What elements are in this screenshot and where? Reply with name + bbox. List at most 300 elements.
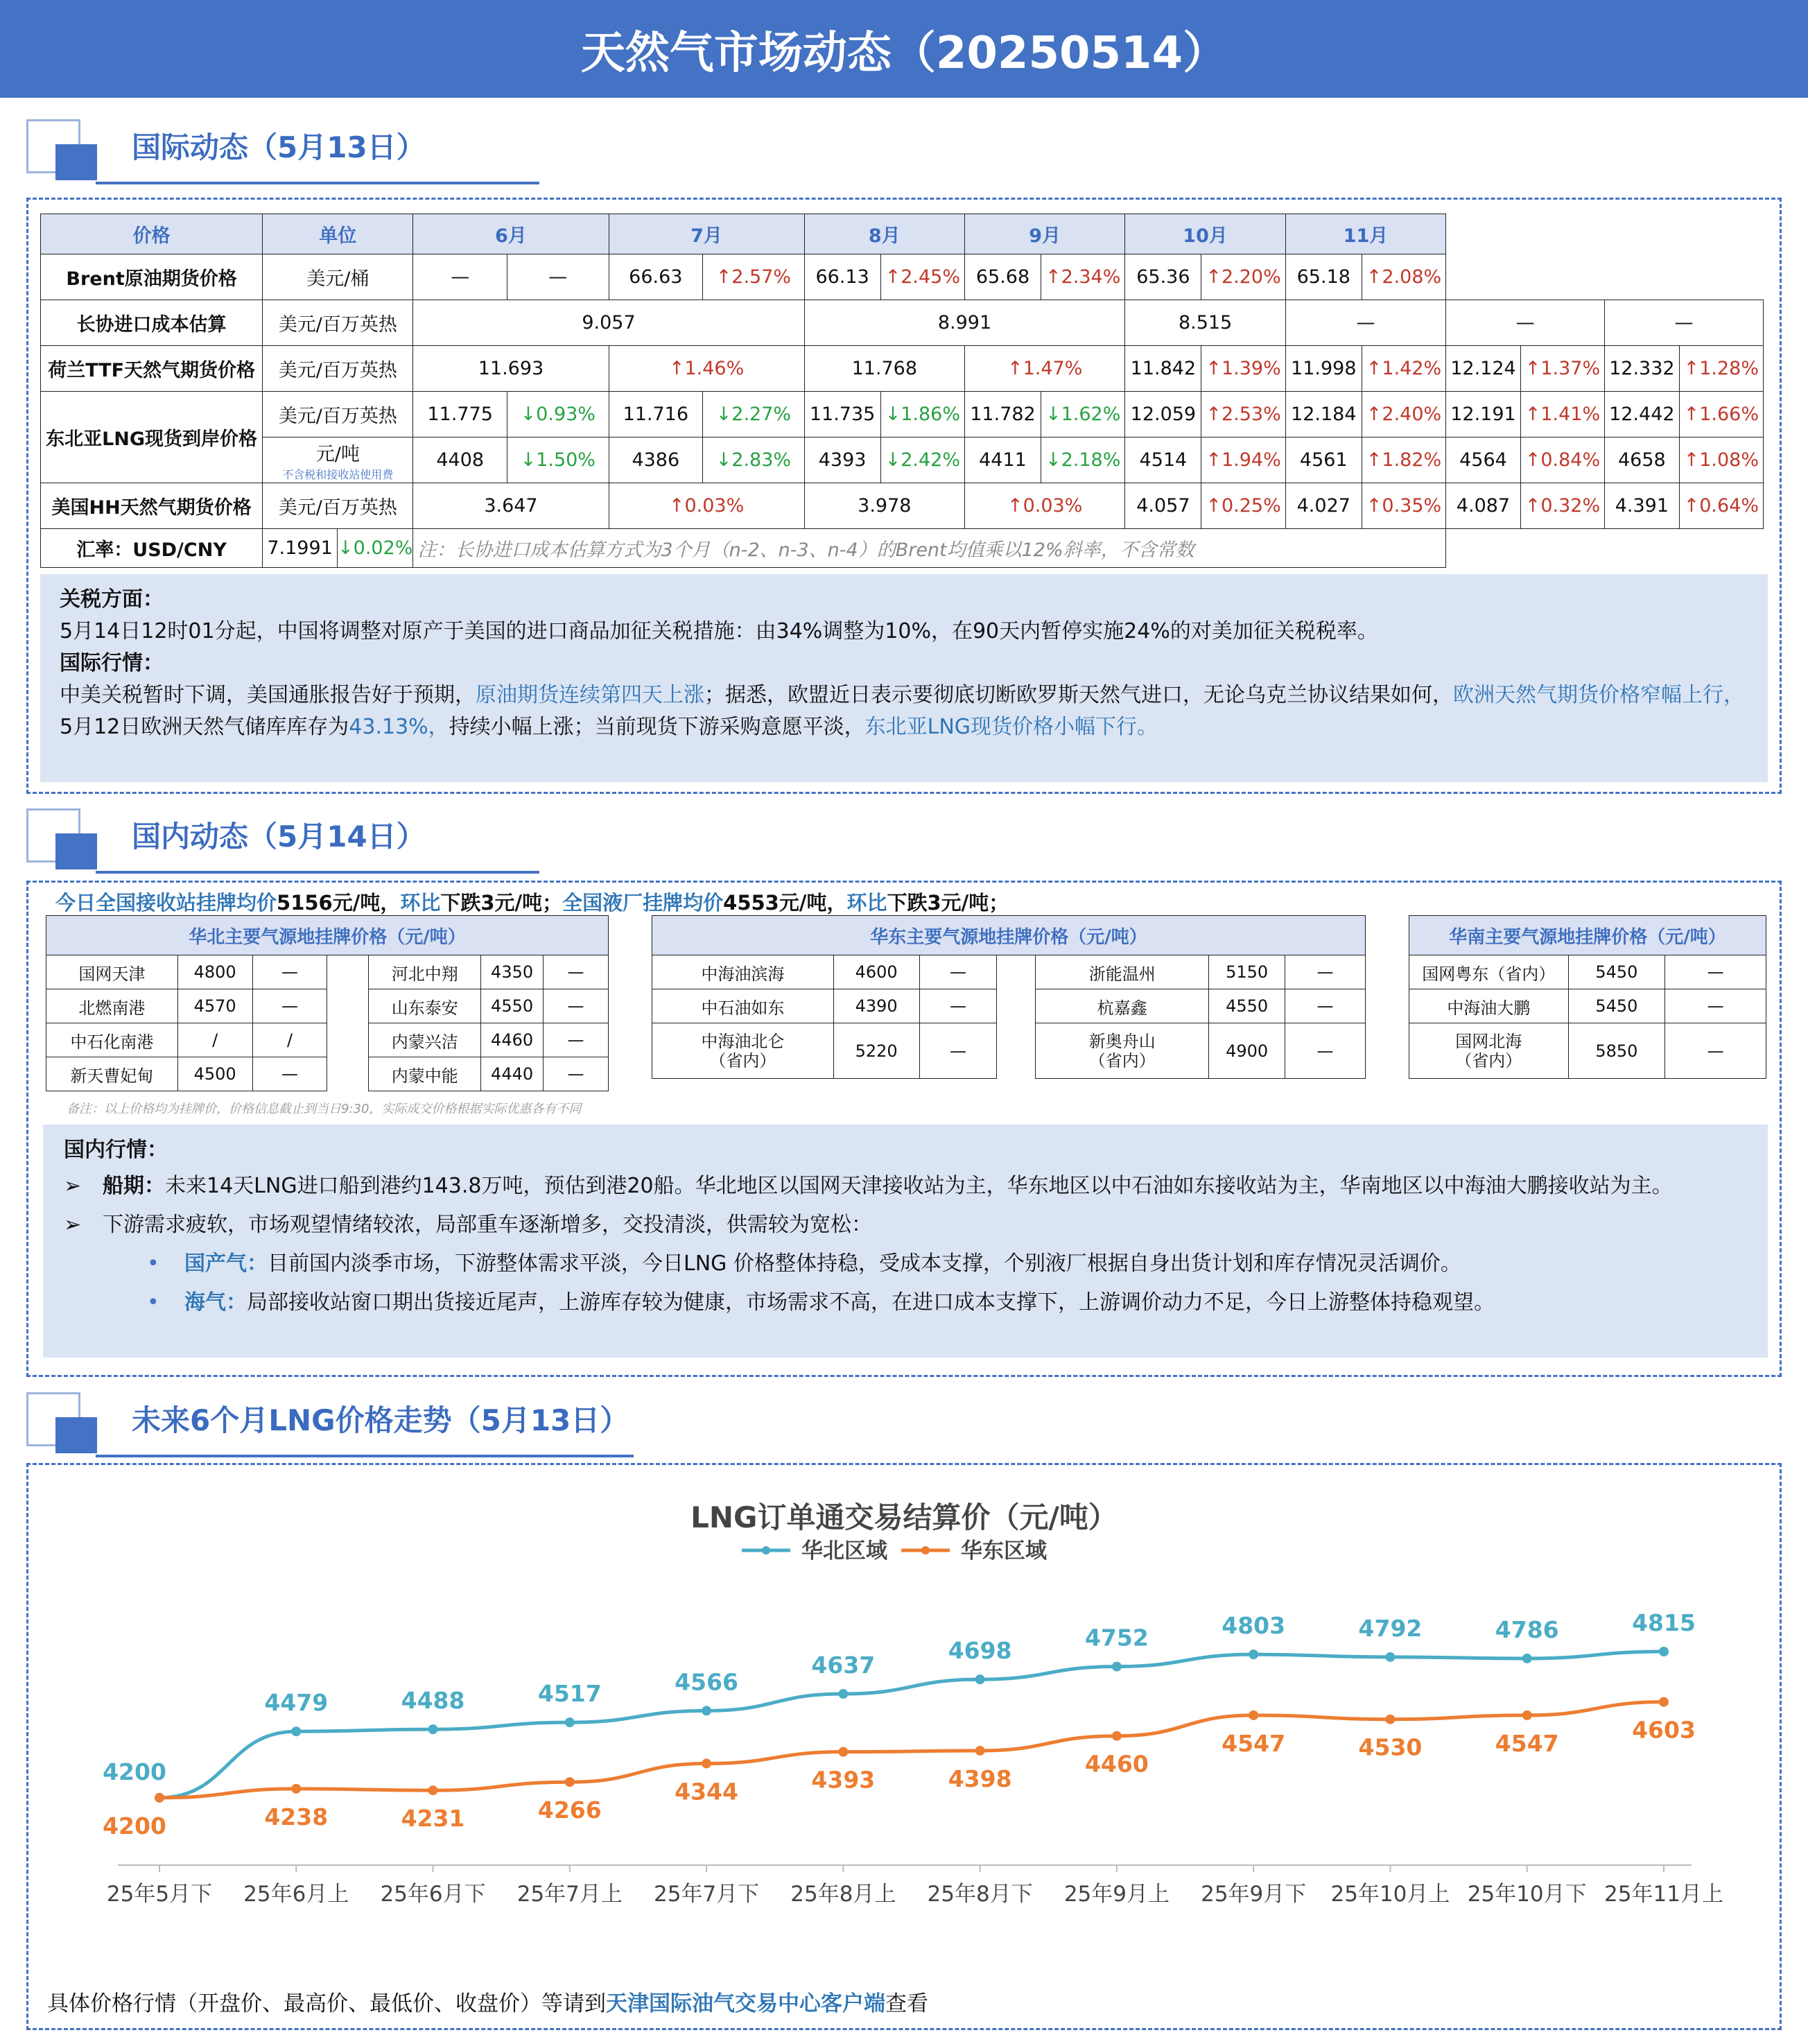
value-cell: 11.998 [1285, 346, 1362, 392]
data-label: 4238 [264, 1803, 329, 1830]
data-point [975, 1674, 985, 1684]
source-name: 中海油大鹏 [1409, 989, 1569, 1023]
row-label: 美国HH天然气期货价格 [41, 483, 263, 529]
footer-text: 查看 [885, 1991, 928, 2016]
price-value: 4900 [1209, 1023, 1285, 1079]
row-label: 长协进口成本估算 [41, 300, 263, 346]
x-tick-label: 25年9月上 [1063, 1882, 1170, 1907]
data-label: 4637 [811, 1652, 876, 1679]
table-row-fx [41, 529, 1764, 568]
value-cell: 4561 [1285, 438, 1362, 483]
row-label: 荷兰TTF天然气期货价格 [41, 346, 263, 392]
change-cell: ↓2.27% [703, 392, 805, 438]
section-header-intl [26, 119, 539, 182]
table-row-hh [41, 483, 1764, 529]
data-label: 4752 [1084, 1624, 1149, 1652]
value-cell: 12.059 [1125, 392, 1201, 438]
change-cell: ↑2.20% [1201, 254, 1285, 300]
value-cell: — [413, 254, 507, 300]
domestic-info-title: 国内行情： [64, 1138, 168, 1162]
change-cell: ↑1.28% [1679, 346, 1763, 392]
spacer [327, 955, 369, 989]
header-cell: 9月 [965, 214, 1125, 254]
value-cell: 3.647 [413, 483, 609, 529]
section-title: 国内动态（5月14日） [132, 820, 426, 854]
price-change: — [252, 1057, 327, 1091]
data-label: 4547 [1495, 1729, 1559, 1757]
value-cell: 12.124 [1446, 346, 1520, 392]
unit-note: 不含税和接收站使用费 [282, 467, 394, 481]
data-point [1659, 1697, 1669, 1707]
spacer [327, 1057, 369, 1091]
value-cell: 11.782 [965, 392, 1041, 438]
price-change: — [1285, 1023, 1366, 1079]
row-label: Brent原油期货价格 [41, 254, 263, 300]
change-cell: ↑1.08% [1679, 438, 1763, 483]
header-cell: 10月 [1125, 214, 1285, 254]
data-label: 4786 [1495, 1616, 1559, 1643]
value-cell: — [1446, 300, 1605, 346]
region-row [46, 1023, 609, 1057]
market-text [60, 679, 1748, 743]
dot-bullet-icon: • [147, 1290, 159, 1315]
price-value: / [177, 1023, 252, 1057]
summary-label: 全国液厂挂牌均价 [562, 891, 724, 915]
value-cell: 12.332 [1605, 346, 1679, 392]
data-label: 4488 [401, 1687, 465, 1715]
source-name: 中海油滨海 [652, 955, 834, 989]
price-value: 4500 [177, 1057, 252, 1091]
header-cell: 价格 [41, 214, 263, 254]
value-cell: 3.978 [804, 483, 964, 529]
data-point [291, 1726, 301, 1736]
price-value: 4570 [177, 989, 252, 1023]
value-cell: 4514 [1125, 438, 1201, 483]
change-cell: ↑2.08% [1362, 254, 1445, 300]
header-square-fill [55, 1417, 97, 1453]
east-region-table [652, 915, 1366, 1079]
region-row [1409, 989, 1766, 1023]
region-row [652, 955, 1366, 989]
price-value: 5220 [833, 1023, 919, 1079]
section-underline [96, 182, 539, 184]
source-name: 内蒙兴洁 [369, 1023, 481, 1057]
summary-value: 5156元/吨， [277, 891, 401, 915]
change-cell: ↑1.41% [1520, 392, 1604, 438]
sea-gas-label: 海气： [184, 1290, 247, 1315]
change-cell: ↑2.45% [880, 254, 964, 300]
text-segment: ；据悉，欧盟近日表示要彻底切断欧罗斯天然气进口，无论乌克兰协议结果如何， [704, 683, 1453, 707]
data-label: 4200 [103, 1812, 166, 1839]
legend-label: 华东区域 [961, 1539, 1047, 1564]
value-cell: 4386 [609, 438, 703, 483]
unit-cell [263, 438, 413, 483]
price-value: 5450 [1568, 989, 1665, 1023]
price-value: 4460 [481, 1023, 544, 1057]
change-cell: ↓0.93% [507, 392, 609, 438]
legend-label: 华北区域 [801, 1539, 887, 1564]
header-cell: 7月 [609, 214, 804, 254]
price-change: — [252, 955, 327, 989]
price-change: — [1665, 955, 1766, 989]
summary-label: 环比 [846, 891, 887, 915]
source-name: 北燃南港 [46, 989, 178, 1023]
price-value: 4440 [481, 1057, 544, 1091]
row-label: 汇率：USD/CNY [41, 529, 263, 568]
price-value: 5150 [1209, 955, 1285, 989]
data-point [702, 1758, 711, 1768]
value-cell: 66.63 [609, 254, 703, 300]
x-tick-label: 25年8月上 [790, 1882, 896, 1907]
x-tick-label: 25年8月下 [927, 1882, 1033, 1907]
data-label: 4803 [1222, 1612, 1286, 1640]
change-cell: ↑1.46% [609, 346, 804, 392]
header-square-fill [55, 144, 97, 180]
demand-text: 下游需求疲软，市场观望情绪较浓，局部重车逐渐增多，交投清淡，供需较为宽松： [103, 1213, 872, 1237]
value-cell: 11.735 [804, 392, 880, 438]
section-header-domestic [26, 808, 539, 871]
change-cell: ↑2.57% [703, 254, 805, 300]
change-cell: ↑1.66% [1679, 392, 1763, 438]
table-row-cost [41, 300, 1764, 346]
data-point [1385, 1715, 1395, 1724]
source-name: 国网北海 （省内） [1409, 1023, 1569, 1079]
legend-marker [921, 1546, 930, 1554]
spacer [997, 955, 1036, 989]
domestic-summary [55, 887, 1009, 916]
unit-cell: 美元/百万英热 [263, 483, 413, 529]
price-change: — [1665, 1023, 1766, 1079]
price-footnote: 备注：以上价格均为挂牌价，价格信息截止到当日9:30，实际成交价格根据实际优惠各有不同 [67, 1102, 582, 1116]
value-cell: 11.716 [609, 392, 703, 438]
value-cell: 12.442 [1605, 392, 1679, 438]
change-cell: ↑1.39% [1201, 346, 1285, 392]
domestic-gas-label: 国产气： [184, 1251, 268, 1276]
change-cell: ↑0.03% [965, 483, 1125, 529]
price-change: — [919, 1023, 997, 1079]
text-highlight: 东北亚LNG现货价格小幅下行。 [864, 715, 1158, 739]
table-row-ttf [41, 346, 1764, 392]
value-cell: 11.842 [1125, 346, 1201, 392]
data-label: 4200 [103, 1758, 166, 1785]
data-label: 4815 [1632, 1609, 1696, 1636]
data-label: 4344 [675, 1778, 739, 1805]
table-row-brent [41, 254, 1764, 300]
region-row [652, 989, 1366, 1023]
data-label: 4698 [948, 1637, 1012, 1665]
change-cell: ↑0.84% [1520, 438, 1604, 483]
price-change: — [544, 1023, 609, 1057]
spacer [327, 989, 369, 1023]
text-highlight: 原油期货连续第四天上涨 [476, 683, 704, 707]
fx-cell [263, 529, 413, 568]
change-cell: ↓2.18% [1041, 438, 1124, 483]
x-tick-label: 25年7月下 [654, 1882, 760, 1907]
demand-line [64, 1209, 1747, 1241]
change-cell: ↓1.50% [507, 438, 609, 483]
unit-cell: 美元/百万英热 [263, 346, 413, 392]
value-cell: 65.68 [965, 254, 1041, 300]
header-cell: 6月 [413, 214, 609, 254]
table-row-lng-usd [41, 392, 1764, 438]
source-name: 国网天津 [46, 955, 178, 989]
value-cell: — [1285, 300, 1445, 346]
change-cell: ↑1.42% [1362, 346, 1445, 392]
value-cell: 65.18 [1285, 254, 1362, 300]
intl-price-table [40, 214, 1764, 568]
source-name: 中石化南港 [46, 1023, 178, 1057]
price-value: 5850 [1568, 1023, 1665, 1079]
region-title: 华北主要气源地挂牌价格（元/吨） [46, 916, 609, 955]
change-cell: ↑0.32% [1520, 483, 1604, 529]
data-point [1249, 1710, 1258, 1720]
change-cell: ↑2.53% [1201, 392, 1285, 438]
source-name: 浙能温州 [1036, 955, 1209, 989]
section-title: 未来6个月LNG价格走势（5月13日） [132, 1403, 629, 1437]
source-name: 杭嘉鑫 [1036, 989, 1209, 1023]
text-highlight: 欧洲天然气期货价格窄幅上行， [1453, 683, 1744, 707]
tariff-title: 关税方面： [60, 587, 164, 612]
header-cell: 11月 [1285, 214, 1445, 254]
source-name: 中海油北仑 （省内） [652, 1023, 834, 1079]
data-point [838, 1689, 848, 1699]
section-header-trend [26, 1392, 634, 1455]
section-underline [96, 871, 539, 874]
value-cell: 4408 [413, 438, 507, 483]
data-point [1112, 1731, 1122, 1741]
data-label: 4231 [401, 1805, 465, 1833]
data-label: 4517 [537, 1680, 602, 1708]
source-name: 河北中翔 [369, 955, 481, 989]
region-row [46, 989, 609, 1023]
x-tick-label: 25年9月下 [1201, 1882, 1307, 1907]
price-change: — [919, 989, 997, 1023]
north-region-table [46, 915, 609, 1091]
summary-label: 今日全国接收站挂牌均价 [55, 891, 277, 915]
price-change: — [919, 955, 997, 989]
price-value: 4350 [481, 955, 544, 989]
value-cell: — [507, 254, 609, 300]
data-label: 4266 [537, 1796, 602, 1824]
value-cell: 11.693 [413, 346, 609, 392]
unit-cell: 美元/百万英热 [263, 392, 413, 438]
change-cell: ↑0.03% [609, 483, 804, 529]
domestic-gas-text: 目前国内淡季市场，下游整体需求平淡，今日LNG 价格整体持稳，受成本支撑，个别液厂根据自身出货计划和库存情况灵活调价。 [268, 1251, 1461, 1276]
data-point [155, 1793, 164, 1803]
change-cell: ↓2.42% [880, 438, 964, 483]
data-label: 4393 [811, 1766, 876, 1794]
series-line-0 [159, 1652, 1664, 1798]
south-region-table [1409, 915, 1766, 1079]
data-label: 4792 [1358, 1614, 1423, 1642]
tariff-text: 5月14日12时01分起，中国将调整对原产于美国的进口商品加征关税措施：由34%调整为10%，在90天内暂停实施24%的对美加征关税税率。 [60, 619, 1378, 643]
value-cell: 66.13 [804, 254, 880, 300]
x-tick-label: 25年10月下 [1467, 1882, 1587, 1907]
value-cell: 4411 [965, 438, 1041, 483]
value-cell: 8.991 [804, 300, 1125, 346]
data-point [1249, 1649, 1258, 1659]
row-label: 东北亚LNG现货到岸价格 [41, 392, 263, 483]
lng-price-line-chart [42, 1532, 1768, 1921]
summary-label: 环比 [400, 891, 441, 915]
table-header-row [41, 214, 1764, 254]
summary-value: 4553元/吨， [723, 891, 847, 915]
dot-bullet-icon: • [147, 1251, 159, 1276]
source-name: 新天曹妃甸 [46, 1057, 178, 1091]
price-change: / [252, 1023, 327, 1057]
change-cell: ↑2.34% [1041, 254, 1124, 300]
data-point [565, 1777, 575, 1787]
ship-text: 未来14天LNG进口船到港约143.8万吨，预估到港20船。华北地区以国网天津接收站为主，华东地区以中石油如东接收站为主，华南地区以中海油大鹏接收站为主。 [165, 1174, 1673, 1198]
intl-info-box [40, 574, 1768, 782]
value-cell: 12.184 [1285, 392, 1362, 438]
value-cell: 4.027 [1285, 483, 1362, 529]
section-title: 国际动态（5月13日） [132, 130, 426, 164]
data-point [702, 1706, 711, 1715]
legend-marker [762, 1546, 770, 1554]
price-change: — [1665, 989, 1766, 1023]
value-cell: 4564 [1446, 438, 1520, 483]
price-value: 4550 [1209, 989, 1285, 1023]
change-cell: ↑1.37% [1520, 346, 1604, 392]
value-cell: 4658 [1605, 438, 1679, 483]
data-label: 4479 [264, 1689, 329, 1717]
spacer [327, 1023, 369, 1057]
data-point [1522, 1710, 1532, 1720]
value-cell: 11.768 [804, 346, 964, 392]
change-cell: ↑2.40% [1362, 392, 1445, 438]
series-line-1 [159, 1702, 1664, 1798]
fx-value: 7.1991 [263, 529, 338, 567]
data-label: 4566 [675, 1668, 739, 1696]
text-segment: 5月12日欧洲天然气储库库存为 [60, 715, 349, 739]
data-point [838, 1747, 848, 1757]
value-cell: 4.391 [1605, 483, 1679, 529]
value-cell: — [1605, 300, 1764, 346]
price-change: — [544, 1057, 609, 1091]
header-cell: 8月 [804, 214, 964, 254]
market-title: 国际行情： [60, 651, 164, 675]
region-title: 华南主要气源地挂牌价格（元/吨） [1409, 916, 1766, 955]
region-row [46, 1057, 609, 1091]
change-cell: ↑1.47% [965, 346, 1125, 392]
change-cell: ↓1.86% [880, 392, 964, 438]
data-point [291, 1784, 301, 1794]
data-label: 4603 [1632, 1716, 1696, 1744]
header-cell: 单位 [263, 214, 413, 254]
spacer [997, 989, 1036, 1023]
data-point [428, 1724, 438, 1734]
unit-text: 元/吨 [315, 443, 360, 465]
change-cell: ↑1.82% [1362, 438, 1445, 483]
client-link[interactable]: 天津国际油气交易中心客户端 [606, 1991, 885, 2016]
price-change: — [544, 955, 609, 989]
data-label: 4530 [1358, 1733, 1423, 1761]
change-cell: ↓2.83% [703, 438, 805, 483]
source-name: 内蒙中能 [369, 1057, 481, 1091]
value-cell: 4.057 [1125, 483, 1201, 529]
value-cell: 8.515 [1125, 300, 1285, 346]
region-row [652, 1023, 1366, 1079]
change-cell: ↑0.25% [1201, 483, 1285, 529]
ship-label: 船期： [103, 1174, 165, 1198]
value-cell: 4.087 [1446, 483, 1520, 529]
section-underline [96, 1455, 634, 1457]
price-change: — [544, 989, 609, 1023]
spacer [997, 1023, 1036, 1079]
header-square-fill [55, 833, 97, 869]
x-tick-label: 25年6月上 [243, 1882, 349, 1907]
value-cell: 12.191 [1446, 392, 1520, 438]
value-cell: 11.775 [413, 392, 507, 438]
change-cell: ↑1.94% [1201, 438, 1285, 483]
summary-value: 下跌3元/吨； [887, 891, 1009, 915]
price-value: 4550 [481, 989, 544, 1023]
sea-gas-line [64, 1287, 1747, 1319]
text-highlight: 43.13%， [349, 715, 449, 739]
footer-text: 具体价格行情（开盘价、最高价、最低价、收盘价）等请到 [47, 1991, 606, 2016]
x-tick-label: 25年11月上 [1604, 1882, 1723, 1907]
data-label: 4547 [1222, 1729, 1286, 1757]
price-value: 4800 [177, 955, 252, 989]
sea-gas-text: 局部接收站窗口期出货接近尾声，上游库存较为健康，市场需求不高，在进口成本支撑下，上游调价动力不足，今日上游整体持稳观望。 [247, 1290, 1495, 1315]
data-point [1522, 1654, 1532, 1663]
data-label: 4460 [1084, 1750, 1149, 1778]
data-point [1112, 1662, 1122, 1672]
x-tick-label: 25年7月上 [516, 1882, 623, 1907]
text-segment: 持续小幅上涨；当前现货下游采购意愿平淡， [449, 715, 865, 739]
data-point [565, 1717, 575, 1727]
value-cell: 4393 [804, 438, 880, 483]
value-cell: 9.057 [413, 300, 804, 346]
data-point [1385, 1652, 1395, 1662]
domestic-gas-line [64, 1248, 1747, 1280]
table-row-lng-cny [41, 438, 1764, 483]
source-name: 中石油如东 [652, 989, 834, 1023]
unit-cell: 美元/百万英热 [263, 300, 413, 346]
domestic-info-box [43, 1125, 1768, 1358]
page-title: 天然气市场动态（20250514） [0, 0, 1808, 98]
arrow-bullet-icon: ➢ [64, 1213, 82, 1237]
price-change: — [1285, 955, 1366, 989]
table-note: 注：长协进口成本估算方式为3个月（n-2、n-3、n-4）的Brent均值乘以12%斜率，不含常数 [413, 529, 1446, 568]
data-point [428, 1785, 438, 1795]
source-name: 山东泰安 [369, 989, 481, 1023]
region-row [46, 955, 609, 989]
price-change: — [252, 989, 327, 1023]
text-segment: 中美关税暂时下调，美国通胀报告好于预期， [60, 683, 476, 707]
x-tick-label: 25年10月上 [1330, 1882, 1450, 1907]
price-value: 4600 [833, 955, 919, 989]
change-cell: ↓1.62% [1041, 392, 1124, 438]
price-change: — [1285, 989, 1366, 1023]
footer-note [47, 1986, 928, 2017]
price-value: 5450 [1568, 955, 1665, 989]
data-point [975, 1746, 985, 1756]
source-name: 国网粤东（省内） [1409, 955, 1569, 989]
ship-line [64, 1170, 1747, 1202]
source-name: 新奥舟山 （省内） [1036, 1023, 1209, 1079]
data-label: 4398 [948, 1765, 1012, 1792]
change-cell: ↑0.64% [1679, 483, 1763, 529]
region-row [1409, 1023, 1766, 1079]
region-row [1409, 955, 1766, 989]
region-title: 华东主要气源地挂牌价格（元/吨） [652, 916, 1366, 955]
change-cell: ↑0.35% [1362, 483, 1445, 529]
chart-title: LNG订单通交易结算价（元/吨） [690, 1500, 1118, 1534]
arrow-bullet-icon: ➢ [64, 1174, 82, 1198]
price-value: 4390 [833, 989, 919, 1023]
